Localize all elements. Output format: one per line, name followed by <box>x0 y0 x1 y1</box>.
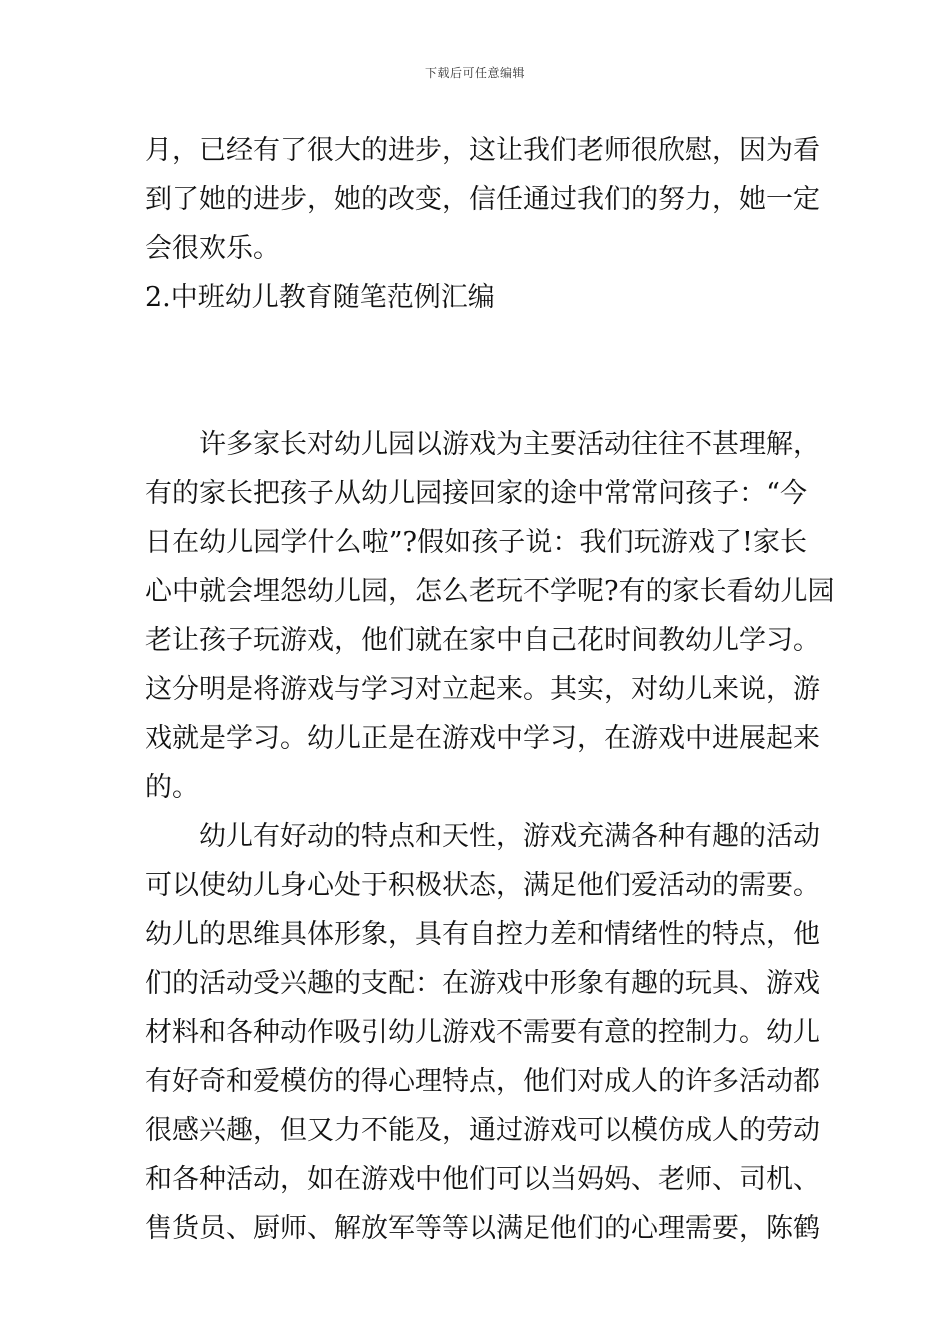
section-heading: 2.中班幼儿教育随笔范例汇编 <box>145 282 495 313</box>
text-line: 的。 <box>145 772 199 803</box>
text-line: 这分明是将游戏与学习对立起来。其实，对幼儿来说，游 <box>145 674 820 705</box>
text-line: 到了她的进步，她的改变，信任通过我们的努力，她一定 <box>145 184 820 215</box>
page-header: 下载后可任意编辑 <box>424 66 525 80</box>
text-line: 戏就是学习。幼儿正是在游戏中学习，在游戏中进展起来 <box>145 723 820 754</box>
text-line: 老让孩子玩游戏，他们就在家中自己花时间教幼儿学习。 <box>145 625 820 656</box>
text-line: 可以使幼儿身心处于积极状态，满足他们爱活动的需要。 <box>145 870 820 901</box>
document-body <box>145 126 835 1253</box>
text-line: 们的活动受兴趣的支配：在游戏中形象有趣的玩具、游戏 <box>145 968 820 999</box>
text-line: 有好奇和爱模仿的得心理特点，他们对成人的许多活动都 <box>145 1066 820 1097</box>
text-line: 日在幼儿园学什么啦”?假如孩子说：我们玩游戏了!家长 <box>145 527 807 558</box>
text-line: 幼儿的思维具体形象，具有自控力差和情绪性的特点，他 <box>145 919 820 950</box>
text-line: 和各种活动，如在游戏中他们可以当妈妈、老师、司机、 <box>145 1164 820 1195</box>
blank-gap <box>145 322 807 420</box>
text-line: 月，已经有了很大的进步，这让我们老师很欣慰，因为看 <box>145 135 820 166</box>
text-line: 有的家长把孩子从幼儿园接回家的途中常常问孩子：“今 <box>145 478 807 509</box>
text-line: 很感兴趣，但又力不能及，通过游戏可以模仿成人的劳动 <box>145 1115 820 1146</box>
text-line: 售货员、厨师、解放军等等以满足他们的心理需要，陈鹤 <box>145 1213 820 1244</box>
text-line: 许多家长对幼儿园以游戏为主要活动往往不甚理解， <box>199 429 820 460</box>
text-line: 心中就会埋怨幼儿园，怎么老玩不学呢?有的家长看幼儿园 <box>145 576 835 607</box>
text-line: 会很欢乐。 <box>145 233 280 264</box>
text-line: 材料和各种动作吸引幼儿游戏不需要有意的控制力。幼儿 <box>145 1017 820 1048</box>
text-line: 幼儿有好动的特点和天性，游戏充满各种有趣的活动 <box>199 821 820 852</box>
